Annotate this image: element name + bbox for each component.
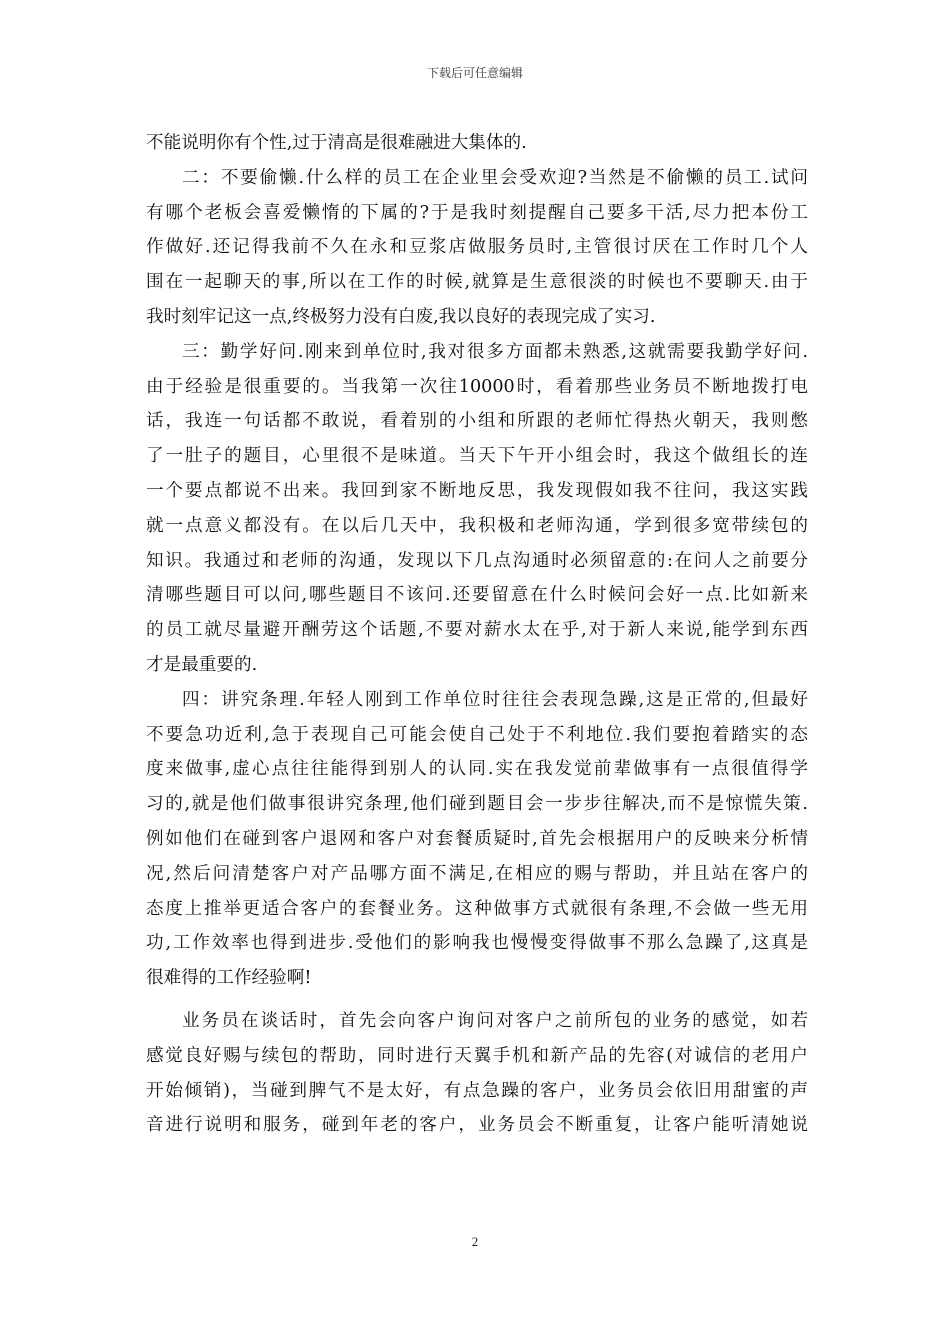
body-text xyxy=(146,126,808,1143)
paragraph-4-line: 例如他们在碰到客户退网和客户对套餐质疑时,首先会根据用户的反映来分析情 xyxy=(146,828,808,849)
paragraph-4-line: 度来做事,虚心点往往能得到别人的认同.实在我发觉前辈做事有一点很值得学 xyxy=(146,759,808,780)
page-header-note: 下载后可任意编辑 xyxy=(426,66,523,80)
paragraph-5-line: 开始倾销)，当碰到脾气不是太好，有点急躁的客户，业务员会依旧用甜蜜的声 xyxy=(146,1080,808,1101)
paragraph-3-line: 才是最重要的. xyxy=(146,654,258,675)
paragraph-5-line: 业务员在谈话时，首先会向客户询问对客户之前所包的业务的感觉，如若 xyxy=(182,1010,808,1031)
text-line: 不能说明你有个性,过于清高是很难融进大集体的. xyxy=(146,133,527,153)
paragraph-4-line: 不要急功近利,急于表现自己可能会使自己处于不利地位.我们要抱着踏实的态 xyxy=(146,724,808,745)
paragraph-3-line: 就一点意义都没有。在以后几天中，我积极和老师沟通，学到很多宽带续包的 xyxy=(146,515,808,536)
paragraph-gap xyxy=(146,996,808,1004)
paragraph-4-line: 况,然后问清楚客户对产品哪方面不满足,在相应的赐与帮助，并且站在客户的 xyxy=(146,863,808,884)
paragraph-2-line: 作做好.还记得我前不久在永和豆浆店做服务员时,主管很讨厌在工作时几个人 xyxy=(146,237,808,258)
paragraph-5-line: 感觉良好赐与续包的帮助，同时进行天翼手机和新产品的先容(对诚信的老用户 xyxy=(146,1045,808,1066)
paragraph-3-line: 话，我连一句话都不敢说，看着别的小组和所跟的老师忙得热火朝天，我则憋 xyxy=(146,411,808,432)
paragraph-3-line: 清哪些题目可以问,哪些题目不该问.还要留意在什么时候问会好一点.比如新来 xyxy=(146,585,808,606)
paragraph-3-line: 知识。我通过和老师的沟通，发现以下几点沟通时必须留意的:在问人之前要分 xyxy=(146,550,808,571)
paragraph-3-line: 由于经验是很重要的。当我第一次往10000时，看着那些业务员不断地拨打电 xyxy=(146,376,808,397)
paragraph-4-line: 四：讲究条理.年轻人刚到工作单位时往往会表现急躁,这是正常的,但最好 xyxy=(182,689,808,710)
paragraph-4-line: 功,工作效率也得到进步.受他们的影响我也慢慢变得做事不那么急躁了,这真是 xyxy=(146,933,808,954)
paragraph-3-line: 三：勤学好问.刚来到单位时,我对很多方面都未熟悉,这就需要我勤学好问. xyxy=(182,341,808,362)
page-number: 2 xyxy=(471,1234,479,1249)
paragraph-3-line: 一个要点都说不出来。我回到家不断地反思，我发现假如我不往问，我这实践 xyxy=(146,480,808,501)
paragraph-2-line: 二：不要偷懒.什么样的员工在企业里会受欢迎?当然是不偷懒的员工.试问 xyxy=(182,167,808,188)
paragraph-2-line: 有哪个老板会喜爱懒惰的下属的?于是我时刻提醒自己要多干活,尽力把本份工 xyxy=(146,202,808,223)
paragraph-2-line: 我时刻牢记这一点,终极努力没有白废,我以良好的表现完成了实习. xyxy=(146,306,656,327)
paragraph-4-line: 很难得的工作经验啊! xyxy=(146,968,312,989)
paragraph-4-line: 习的,就是他们做事很讲究条理,他们碰到题目会一步步往解决,而不是惊慌失策. xyxy=(146,794,808,815)
paragraph-5-line: 音进行说明和服务，碰到年老的客户，业务员会不断重复，让客户能听清她说 xyxy=(146,1115,808,1136)
paragraph-3-line: 的员工就尽量避开酬劳这个话题,不要对薪水太在乎,对于新人来说,能学到东西 xyxy=(146,620,808,641)
paragraph-2-line: 围在一起聊天的事,所以在工作的时候,就算是生意很淡的时候也不要聊天.由于 xyxy=(146,272,808,293)
paragraph-4-line: 态度上推举更适合客户的套餐业务。这种做事方式就很有条理,不会做一些无用 xyxy=(146,898,808,919)
paragraph-3-line: 了一肚子的题目，心里很不是味道。当天下午开小组会时，我这个做组长的连 xyxy=(146,446,808,467)
